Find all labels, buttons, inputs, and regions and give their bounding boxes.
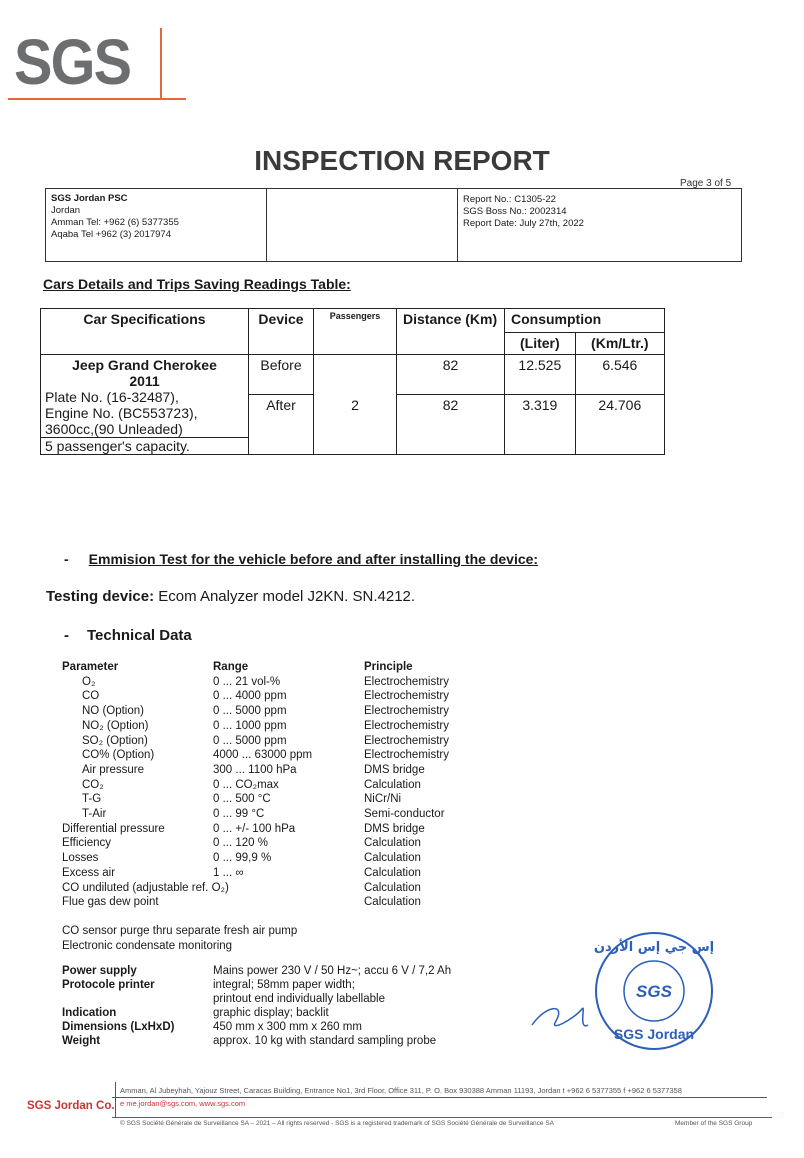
spec-principle: Electrochemistry — [364, 675, 449, 688]
spec2-row — [62, 1034, 542, 1048]
spec2-row — [62, 1006, 542, 1020]
note-item: CO sensor purge thru separate fresh air pump — [62, 925, 298, 937]
spec2-label: Dimensions (LxHxD) — [62, 1021, 175, 1033]
spec2-value: Mains power 230 V / 50 Hz~; accu 6 V / 7,2 Ah — [213, 965, 452, 977]
spec-range: 0 ... CO₂max — [213, 778, 279, 791]
kml-before: 6.546 — [575, 355, 664, 395]
footer-legal: © SGS Société Générale de Surveillance SA – 2021 – All rights reserved - SGS is a registered trademark of SGS Société Générale de Surveillance SA — [120, 1120, 555, 1127]
spec-parameter: Excess air — [62, 866, 116, 879]
th-liter: (Liter) — [505, 333, 576, 355]
emission-heading: - Emmision Test for the vehicle before and after installing the device: — [64, 551, 539, 567]
device-before: Before — [249, 355, 314, 395]
spec2-label: Power supply — [62, 965, 137, 977]
liter-before: 12.525 — [505, 355, 576, 395]
spec-row — [62, 748, 542, 763]
car-spec-cell — [41, 355, 249, 455]
spec-row — [62, 807, 542, 822]
car-engine: Engine No. (BC553723), — [45, 405, 198, 421]
spec-principle: Electrochemistry — [364, 734, 449, 747]
spec-range: 0 ... 5000 ppm — [213, 705, 287, 718]
car-plate: Plate No. (16-32487), — [45, 389, 179, 405]
spec-parameter: NO₂ (Option) — [82, 719, 149, 732]
page-number: Page 3 of 5 — [680, 178, 732, 189]
spec-row — [62, 792, 542, 807]
header-box — [45, 188, 742, 262]
report-info — [458, 189, 741, 261]
spec-parameter: Losses — [62, 852, 99, 865]
report-title: INSPECTION REPORT — [254, 145, 550, 176]
th-device: Device — [249, 309, 314, 355]
spec-parameter: T-G — [82, 793, 102, 806]
spec-parameter: CO₂ — [82, 778, 104, 791]
technical-heading-text: Technical Data — [87, 627, 192, 644]
spec2-row — [62, 964, 542, 978]
spec-range: 0 ... 120 % — [213, 837, 268, 850]
footer-address: Amman, Al Jubeyhah, Yajouz Street, Caracas Building, Entrance No1, 3rd Floor, Office 311, P. O. Box 930388 Amman 11193, Jordan t +962 6 5377355 f +962 6 5377358 — [120, 1086, 682, 1095]
spec2-row — [62, 992, 542, 1006]
spec-parameter: CO — [82, 690, 100, 703]
footer-red-line — [112, 1117, 772, 1118]
spec-range: 0 ... 5000 ppm — [213, 734, 287, 747]
specs2 — [62, 964, 542, 1048]
spec-parameter: CO% (Option) — [82, 749, 155, 762]
spec-table — [62, 660, 542, 910]
emission-heading-text: Emmision Test for the vehicle before and after installing the device: — [88, 551, 539, 567]
note-item: Electronic condensate monitoring — [62, 939, 233, 952]
spec2-label: Weight — [62, 1035, 101, 1047]
report-date: Report Date: July 27th, 2022 — [463, 218, 584, 229]
spec-range — [213, 895, 364, 910]
spec-principle: Electrochemistry — [364, 719, 449, 732]
spec-header-parameter: Parameter — [62, 661, 119, 673]
spec-range: 300 ... 1100 hPa — [213, 763, 297, 776]
header-blank-cell — [267, 189, 458, 261]
spec-principle: DMS bridge — [364, 763, 425, 776]
sgs-stamp — [526, 925, 726, 1055]
spec-header-principle: Principle — [364, 661, 413, 673]
spec2-label: Protocole printer — [62, 979, 155, 991]
spec-range: 0 ... 21 vol-% — [213, 675, 281, 688]
spec2-value: approx. 10 kg with standard sampling probe — [213, 1035, 437, 1047]
footer-member: Member of the SGS Group — [675, 1120, 753, 1127]
footer-line — [112, 1097, 767, 1098]
th-distance: Distance (Km) — [397, 309, 505, 355]
spec2-value: graphic display; backlit — [213, 1007, 329, 1019]
spec-principle: Calculation — [364, 896, 421, 909]
testing-device — [46, 588, 415, 605]
spec-parameter: T-Air — [82, 808, 107, 821]
spec-principle: Calculation — [364, 778, 421, 791]
spec-row — [62, 734, 542, 749]
spec-parameter: Flue gas dew point — [62, 896, 159, 909]
spec-parameter: O₂ — [82, 675, 96, 688]
spec-row — [62, 719, 542, 734]
spec-principle: Electrochemistry — [364, 690, 449, 703]
spec-principle: NiCr/Ni — [364, 793, 402, 806]
spec-parameter: CO undiluted (adjustable ref. O₂) — [62, 881, 229, 894]
report-number: Report No.: C1305-22 — [463, 194, 556, 205]
logo-horizontal-line — [8, 98, 186, 100]
spec-header-range: Range — [213, 661, 249, 673]
spec-range: 0 ... 1000 ppm — [213, 719, 287, 732]
spec2-label: Indication — [62, 1007, 117, 1019]
spec2-value: printout end individually labellable — [213, 993, 385, 1005]
spec-row — [62, 763, 542, 778]
spec-principle: Calculation — [364, 881, 421, 894]
spec-range: 0 ... 99 °C — [213, 808, 265, 821]
spec-parameter: Differential pressure — [62, 822, 165, 835]
spec-header-row — [62, 660, 542, 675]
car-name: Jeep Grand Cherokee — [72, 357, 217, 373]
distance-before: 82 — [397, 355, 505, 395]
testing-label: Testing device: — [46, 588, 155, 605]
spec-principle: Semi-conductor — [364, 808, 445, 821]
testing-value: Ecom Analyzer model J2KN. SN.4212. — [158, 588, 416, 605]
passengers-value: 2 — [314, 355, 397, 455]
signature-icon — [532, 1008, 588, 1026]
spec-row — [62, 836, 542, 851]
spec-range: 0 ... 99,9 % — [213, 852, 272, 865]
spec-row — [62, 778, 542, 793]
spec-range: 0 ... +/- 100 hPa — [213, 822, 296, 835]
th-consumption: Consumption — [505, 309, 665, 333]
spec2-row — [62, 1020, 542, 1034]
spec2-row — [62, 978, 542, 992]
th-passengers: Passengers — [314, 309, 397, 355]
device-after: After — [249, 395, 314, 455]
spec2-label — [62, 992, 213, 1006]
spec-row — [62, 866, 542, 881]
th-km-ltr: (Km/Ltr.) — [575, 333, 664, 355]
footer-divider — [115, 1082, 116, 1117]
car-capacity: 5 passenger's capacity. — [41, 437, 248, 454]
notes — [62, 924, 297, 953]
aqaba-phone: Aqaba Tel +962 (3) 2017974 — [51, 229, 171, 240]
spec-range — [213, 881, 364, 896]
spec-row — [62, 851, 542, 866]
spec-parameter: Air pressure — [82, 763, 144, 776]
spec-row — [62, 675, 542, 690]
amman-phone: Amman Tel: +962 (6) 5377355 — [51, 217, 179, 228]
spec-row — [62, 689, 542, 704]
spec-row — [62, 895, 542, 910]
spec-parameter: Efficiency — [62, 837, 112, 850]
spec-row — [62, 704, 542, 719]
spec-principle: Calculation — [364, 866, 421, 879]
company-info — [46, 189, 267, 261]
sgs-logo: SGS — [14, 26, 131, 98]
spec2-value: integral; 58mm paper width; — [213, 979, 355, 991]
spec-range: 0 ... 4000 ppm — [213, 690, 287, 703]
car-cc: 3600cc,(90 Unleaded) — [45, 421, 183, 437]
spec-rows — [62, 675, 542, 910]
cars-table — [40, 308, 665, 455]
logo-vertical-line — [160, 28, 162, 100]
th-car-spec: Car Specifications — [41, 309, 249, 355]
liter-after: 3.319 — [505, 395, 576, 455]
spec-principle: Calculation — [364, 852, 421, 865]
car-year: 2011 — [129, 373, 160, 389]
stamp-top-text: إس جي إس الأردن — [593, 940, 715, 955]
spec-principle: Electrochemistry — [364, 705, 449, 718]
spec-principle: Calculation — [364, 837, 421, 850]
spec-range: 0 ... 500 °C — [213, 793, 271, 806]
company-name: SGS Jordan PSC — [51, 193, 128, 204]
spec2-value: 450 mm x 300 mm x 260 mm — [213, 1021, 362, 1033]
spec-principle: DMS bridge — [364, 822, 425, 835]
spec-range: 4000 ... 63000 ppm — [213, 749, 313, 762]
boss-number: SGS Boss No.: 2002314 — [463, 206, 567, 217]
cars-section-heading: Cars Details and Trips Saving Readings Table: — [43, 276, 351, 292]
technical-heading: - Technical Data — [64, 627, 192, 644]
spec-principle: Electrochemistry — [364, 749, 449, 762]
spec-row — [62, 822, 542, 837]
footer-company: SGS Jordan Co. — [27, 1100, 115, 1112]
stamp-bottom-text: SGS Jordan — [613, 1026, 695, 1042]
spec-row — [62, 881, 542, 896]
footer-contact[interactable]: e me.jordan@sgs.com, www.sgs.com — [120, 1099, 246, 1108]
kml-after: 24.706 — [575, 395, 664, 455]
spec-parameter: NO (Option) — [82, 705, 144, 718]
distance-after: 82 — [397, 395, 505, 455]
company-country: Jordan — [51, 205, 81, 216]
spec-parameter: SO₂ (Option) — [82, 734, 148, 747]
spec-range: 1 ... ∞ — [213, 866, 244, 879]
stamp-center-text: SGS — [636, 982, 672, 1001]
